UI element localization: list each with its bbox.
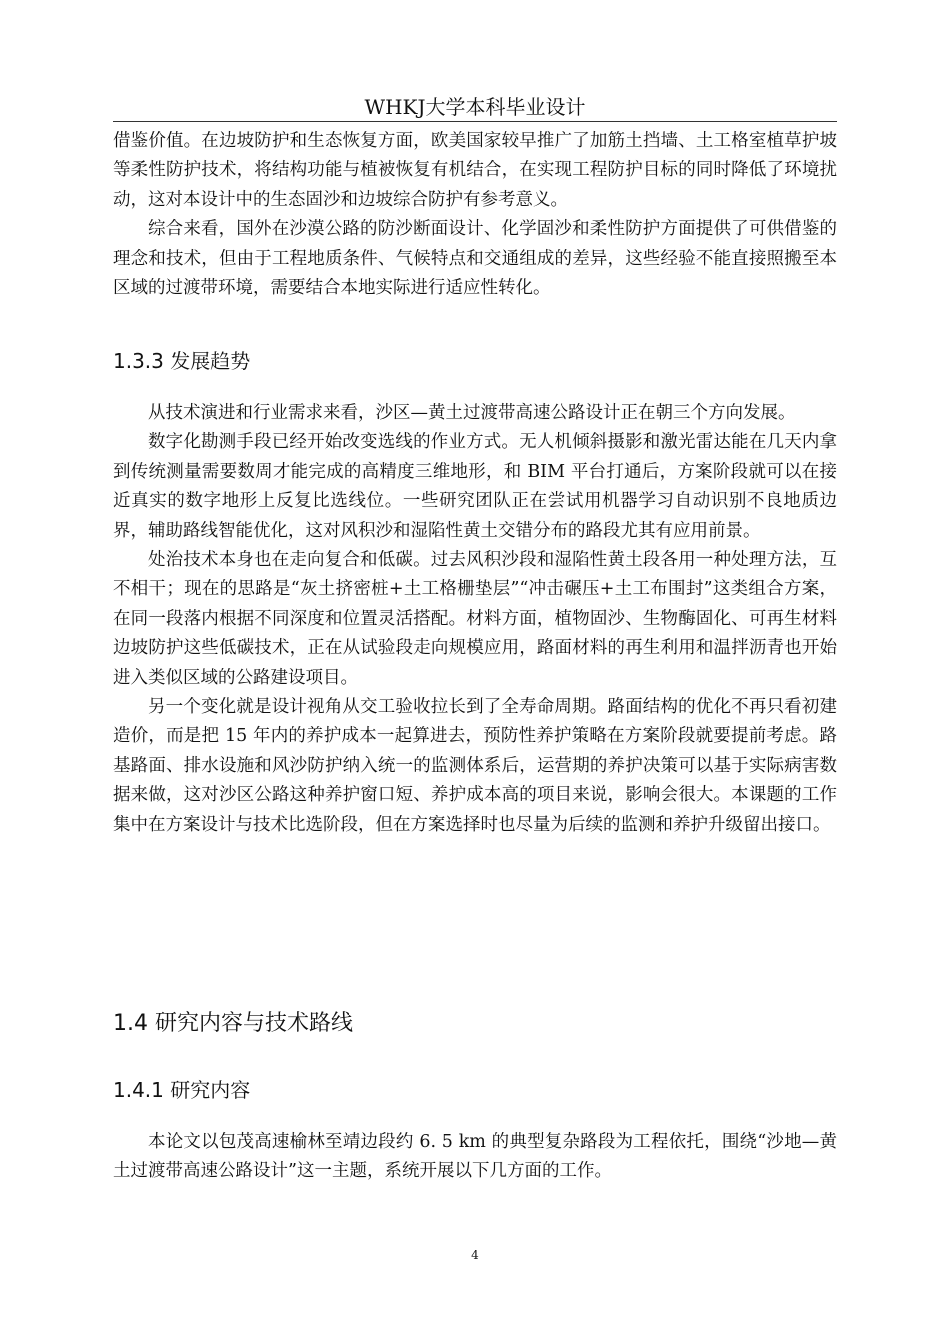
section-heading-1-4: 1.4 研究内容与技术路线 <box>113 1011 353 1036</box>
section-heading-1-4-1: 1.4.1 研究内容 <box>113 1078 251 1102</box>
page-number: 4 <box>471 1248 479 1262</box>
body-paragraph: 本论文以包茂高速榆林至靖边段约 6. 5 km 的典型复杂路段为工程依托，围绕“沙地—黄土过渡带高速公路设计”这一主题，系统开展以下几方面的工作。 <box>113 1132 837 1182</box>
body-paragraph: 数字化勘测手段已经开始改变选线的作业方式。无人机倾斜摄影和激光雷达能在几天内拿到传统测量需要数周才能完成的高精度三维地形，和 BIM 平台打通后，方案阶段就可以在接近真实的数字地形上反复比选线位。一些研究团队正在尝试用机器学习自动识别不良地质边界，辅助路线智能优化，这对风积沙和湿陷性黄土交错分布的路段尤其有应用前景。 <box>113 432 837 541</box>
body-paragraph: 从技术演进和行业需求来看，沙区—黄土过渡带高速公路设计正在朝三个方向发展。 <box>148 403 796 423</box>
section-heading-1-3-3: 1.3.3 发展趋势 <box>113 349 251 373</box>
body-paragraph: 处治技术本身也在走向复合和低碳。过去风积沙段和湿陷性黄土段各用一种处理方法，互不相干；现在的思路是“灰土挤密桩+土工格栅垫层”“冲击碾压+土工布围封”这类组合方案，在同一段落内根据不同深度和位置灵活搭配。材料方面，植物固沙、生物酶固化、可再生材料边坡防护这些低碳技术，正在从试验段走向规模应用，路面材料的再生利用和温拌沥青也开始进入类似区域的公路建设项目。 <box>113 550 837 688</box>
page-header-title: WHKJ大学本科毕业设计 <box>364 95 586 119</box>
continued-section <box>113 127 837 303</box>
body-paragraph: 另一个变化就是设计视角从交工验收拉长到了全寿命周期。路面结构的优化不再只看初建造价，而是把 15 年内的养护成本一起算进去，预防性养护策略在方案阶段就要提前考虑。路基路面、排水设施和风沙防护纳入统一的监测体系后，运营期的养护决策可以基于实际病害数据来做，这对沙区公路这种养护窗口短、养护成本高的项目来说，影响会很大。本课题的工作集中在方案设计与技术比选阶段，但在方案选择时也尽量为后续的监测和养护升级留出接口。 <box>113 697 837 835</box>
section-1-3-3-body <box>113 399 837 840</box>
body-paragraph: 借鉴价值。在边坡防护和生态恢复方面，欧美国家较早推广了加筋土挡墙、土工格室植草护坡等柔性防护技术，将结构功能与植被恢复有机结合，在实现工程防护目标的同时降低了环境扰动，这对本设计中的生态固沙和边坡综合防护有参考意义。 <box>113 131 837 210</box>
header-rule <box>113 121 837 122</box>
body-paragraph: 综合来看，国外在沙漠公路的防沙断面设计、化学固沙和柔性防护方面提供了可供借鉴的理念和技术，但由于工程地质条件、气候特点和交通组成的差异，这些经验不能直接照搬至本区域的过渡带环境，需要结合本地实际进行适应性转化。 <box>113 219 837 299</box>
section-1-4-1-body <box>113 1128 837 1187</box>
